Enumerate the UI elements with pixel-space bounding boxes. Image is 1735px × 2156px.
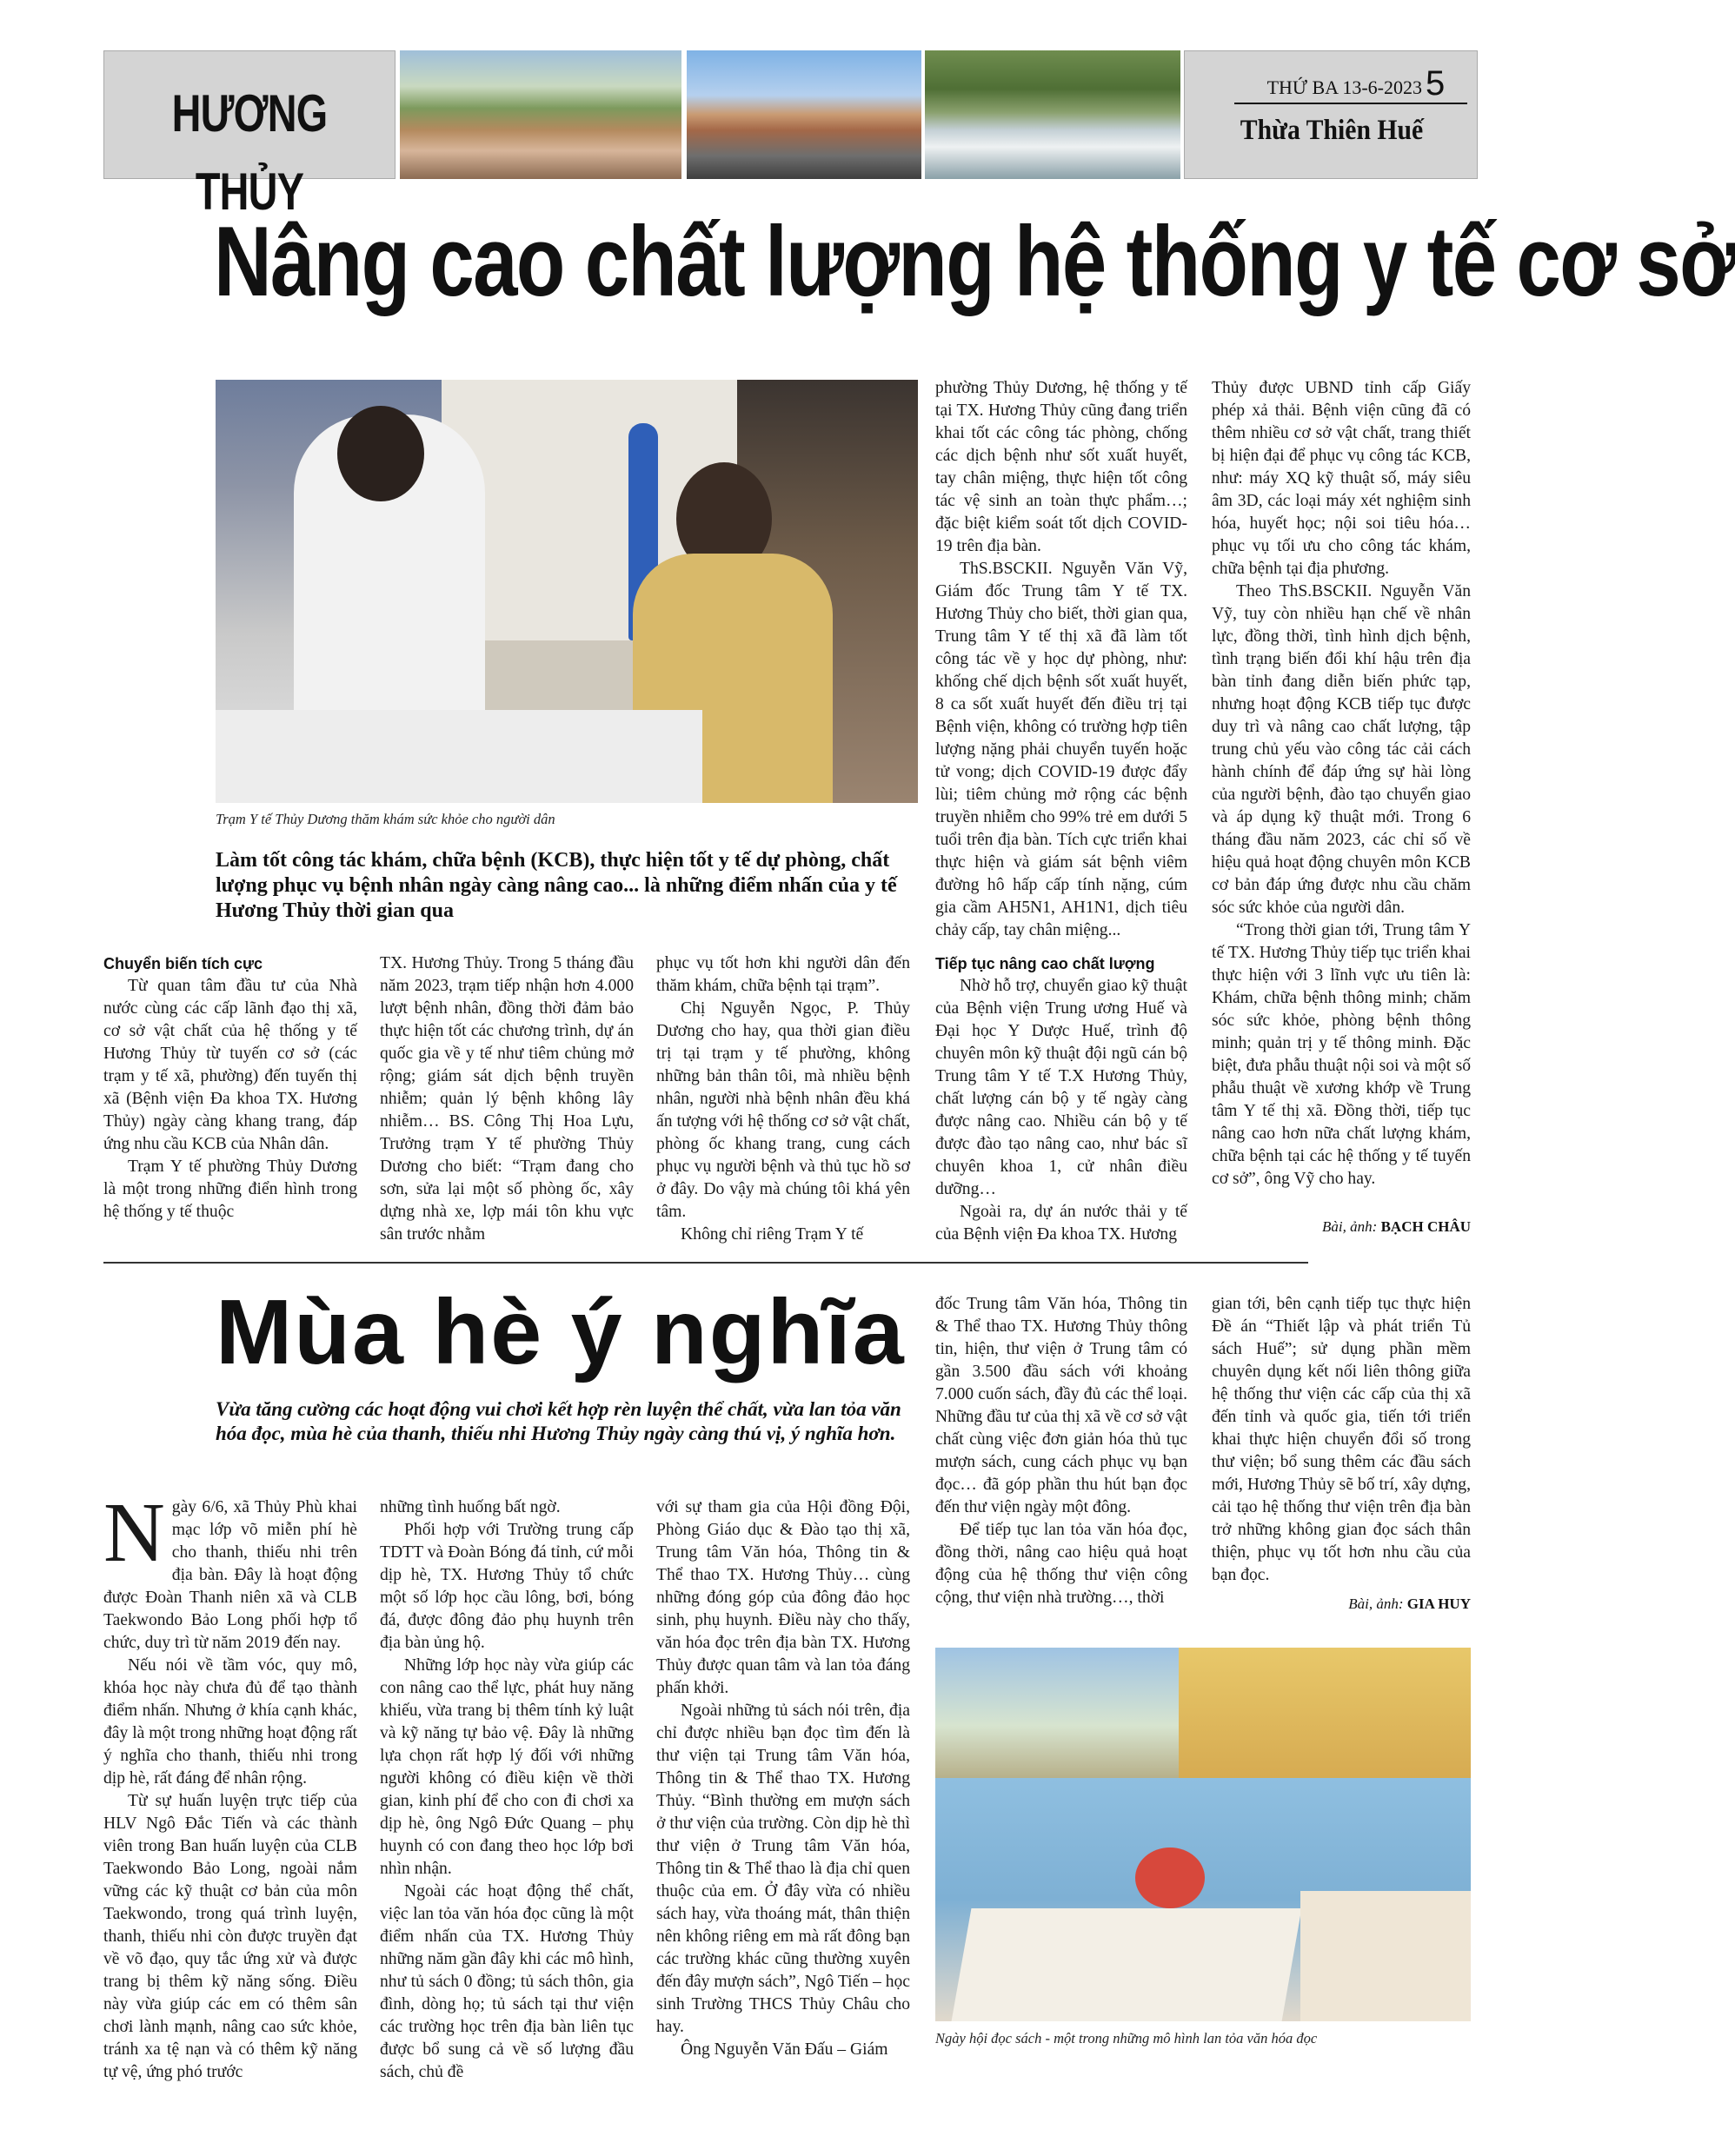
paragraph: phục vụ tốt hơn khi người dân đến thăm khám, chữa bệnh tại trạm”. <box>656 954 910 995</box>
article1-column-top-2 <box>935 377 1187 942</box>
article2-column-3 <box>656 1496 910 2061</box>
article2-column-1 <box>103 1486 357 2084</box>
paragraph: Ngoài các hoạt động thể chất, việc lan tỏa văn hóa đọc cũng là một điểm nhấn của TX. Hương Thủy những năm gần đây khi các mô hình, như tủ sách 0 đồng; tủ sách thôn, gia đình, dòng họ; tủ sách tại thư viện các trường học trên địa bàn liên tục được bổ sung cả về số lượng đầu sách, chủ đề <box>380 1882 634 2081</box>
article2-column-4 <box>935 1293 1187 1609</box>
paragraph: TX. Hương Thủy. Trong 5 tháng đầu năm 2023, trạm tiếp nhận hơn 4.000 lượt bệnh nhân, đồng thời đảm bảo thực hiện tốt các chương trình, dự án quốc gia về y tế như tiêm chủng mở rộng; giám sát dịch bệnh truyền nhiễm; quản lý bệnh không lây nhiễm… BS. Công Thị Hoa Lựu, Trưởng trạm Y tế phường Thủy Dương cho biết: “Trạm đang cho sơn, sửa lại một số phòng ốc, xây dựng nhà xe, lợp mái tôn khu vực sân trước nhằm <box>380 954 634 1244</box>
paragraph: Từ quan tâm đầu tư của Nhà nước cùng các cấp lãnh đạo thị xã, cơ sở vật chất của hệ thống y tế Hương Thủy từ tuyến cơ sở (các trạm y tế xã, phường) đến tuyến thị xã (Bệnh viện Đa khoa TX. Hương Thủy) ngày càng khang trang, đáp ứng nhu cầu KCB của Nhân dân. <box>103 977 357 1153</box>
article-divider <box>103 1262 1308 1264</box>
article1-column-bottom-3 <box>656 952 910 1246</box>
header-photo-festival <box>400 50 681 179</box>
byline-prefix: Bài, ảnh: <box>1322 1218 1381 1235</box>
paragraph: Phối hợp với Trường trung cấp TDTT và Đoàn Bóng đá tỉnh, cứ mỗi dịp hè, TX. Hương Thủy tổ chức một số lớp học cầu lông, bơi, bóng đá, được đông đảo phụ huynh trên địa bàn ủng hộ. <box>380 1521 634 1652</box>
paragraph: “Trong thời gian tới, Trung tâm Y tế TX. Hương Thủy tiếp tục triển khai thực hiện với 3 lĩnh vực ưu tiên là: Khám, chữa bệnh thông minh; chăm sóc sức khỏe, phòng bệnh thông minh; quản trị y tế thông minh. Đặc biệt, đưa phẫu thuật nội soi và một số phẫu thuật về xương khớp về Trung tâm Y tế thị xã. Đồng thời, tiếp tục nâng cao hơn nữa chất lượng khám, chữa bệnh tại các hệ thống y tế tuyến cơ sở”, ông Vỹ cho hay. <box>1212 921 1471 1188</box>
paragraph: Chị Nguyễn Ngọc, P. Thủy Dương cho hay, qua thời gian điều trị tại trạm y tế phường, không những bản thân tôi, mà nhiều bệnh nhân, người nhà bệnh nhân đều khá ấn tượng với hệ thống cơ sở vật chất, phòng ốc khang trang, cung cách phục vụ người bệnh và thủ tục hồ sơ ở đây. Do vậy mà chúng tôi khá yên tâm. <box>656 999 910 1221</box>
article1-column-bottom-2 <box>380 952 634 1246</box>
header-photo-river <box>925 50 1180 179</box>
paragraph: Nếu nói về tầm vóc, quy mô, khóa học này chưa đủ để tạo thành điểm nhấn. Nhưng ở khía cạnh khác, đây là một trong những hoạt động rất ý nghĩa cho thanh, thiếu nhi trong dịp hè, rất đáng để nhân rộng. <box>103 1656 357 1788</box>
article1-lead: Làm tốt công tác khám, chữa bệnh (KCB), thực hiện tốt y tế dự phòng, chất lượng phục vụ bệnh nhân ngày càng nâng cao... là những điểm nhấn của y tế Hương Thủy thời gian qua <box>216 849 897 922</box>
article2-byline <box>1212 1595 1471 1613</box>
page-number: 5 <box>1426 64 1446 103</box>
article1-column-bottom-4 <box>935 952 1187 1246</box>
paragraph: ThS.BSCKII. Nguyễn Văn Vỹ, Giám đốc Trung tâm Y tế TX. Hương Thủy cho biết, thời gian qua, Trung tâm Y tế thị xã đã làm tốt công tác về y học dự phòng, như: khống chế dịch bệnh sốt xuất huyết, 8 ca sốt xuất huyết đến điều trị tại Bệnh viện, không có trường hợp tiên lượng nặng phải chuyển tuyến hoặc tử vong; dịch COVID-19 được đẩy lùi; tiêm chủng mở rộng các bệnh truyền nhiễm cho 99% trẻ em dưới 5 tuổi trên địa bàn. Tích cực triển khai thực hiện và giám sát bệnh viêm đường hô hấp cấp tính nặng, cúm gia cầm AH5N1, AH1N1, dịch tiêu chảy cấp, tay chân miệng... <box>935 560 1187 939</box>
paragraph: Để tiếp tục lan tỏa văn hóa đọc, đồng thời, nâng cao hiệu quả hoạt động của hệ thống thư viện công cộng, thư viện nhà trường…, thời <box>935 1521 1187 1607</box>
masthead-rule <box>1234 103 1467 104</box>
paragraph: Ngoài ra, dự án nước thải y tế của Bệnh viện Đa khoa TX. Hương <box>935 1203 1187 1244</box>
paper-name: Thừa Thiên Huế <box>1240 115 1424 146</box>
paragraph: với sự tham gia của Hội đồng Đội, Phòng Giáo dục & Đào tạo thị xã, Trung tâm Văn hóa, Thông tin & Thể thao TX. Hương Thủy… cùng những đóng góp của đông đảo học sinh, phụ huynh. Điều này cho thấy, văn hóa đọc trên địa bàn TX. Hương Thủy được quan tâm và lan tỏa đáng phấn khởi. <box>656 1498 910 1697</box>
paragraph: Nhờ hỗ trợ, chuyển giao kỹ thuật của Bệnh viện Trung ương Huế và Đại học Y Dược Huế, trình độ chuyên môn kỹ thuật đội ngũ cán bộ Trung tâm Y tế T.X Hương Thủy, chất lượng cán bộ y tế ngày càng được nâng cao. Nhiều cán bộ y tế được đào tạo nâng cao, như bác sĩ chuyên khoa 1, cử nhân điều dưỡng… <box>935 977 1187 1198</box>
paragraph: Trạm Y tế phường Thủy Dương là một trong những điển hình trong hệ thống y tế thuộc <box>103 1158 357 1221</box>
paragraph: Không chỉ riêng Trạm Y tế <box>681 1225 864 1244</box>
header-photo-street <box>687 50 921 179</box>
paragraph: gian tới, bên cạnh tiếp tục thực hiện Đề án “Thiết lập và phát triển Tủ sách Huế”; sử dụng phần mềm chuyên dụng kết nối liên thông giữa hệ thống thư viện các cấp của thị xã đến tỉnh và quốc gia, tiến tới triển khai thực hiện chuyển đổi số trong thư viện; bổ sung thêm các đầu sách mới, Hương Thủy sẽ bố trí, xây dựng, cải tạo hệ thống thư viện trên địa bàn trở những không gian đọc sách thân thiện, phục vụ tốt hơn nhu cầu của bạn đọc. <box>1212 1295 1471 1584</box>
article1-column-bottom-1 <box>103 952 357 1224</box>
article2-column-2 <box>380 1496 634 2084</box>
article1-column-top-3 <box>1212 377 1471 1191</box>
paragraph: Ngoài những tủ sách nói trên, địa chỉ được nhiều bạn đọc tìm đến là thư viện tại Trung tâm Văn hóa, Thông tin & Thể thao TX. Hương Thủy. “Bình thường em mượn sách ở thư viện của trường. Còn dịp hè thì thư viện ở Trung tâm Văn hóa, Thông tin & Thể thao là địa chỉ quen thuộc của em. Ở đây vừa có nhiều sách hay, vừa thoáng mát, thân thiện nên không riêng em mà rất đông bạn các trường khác cũng thường xuyên đến đây mượn sách”, Ngô Tiến – học sinh Trường THCS Thủy Châu cho hay. <box>656 1702 910 2036</box>
byline-prefix: Bài, ảnh: <box>1348 1595 1407 1612</box>
subheading: Tiếp tục nâng cao chất lượng <box>935 955 1155 972</box>
article2-column-5 <box>1212 1293 1471 1587</box>
issue-date: THỨ BA 13-6-2023 <box>1266 76 1422 98</box>
drop-cap: N <box>103 1486 165 1580</box>
article1-byline <box>1212 1218 1471 1236</box>
paragraph: Những lớp học này vừa giúp các con nâng cao thể lực, phát huy năng khiếu, vừa trang bị thêm tính kỷ luật và kỹ năng tự bảo vệ. Đây là những lựa chọn rất hợp lý đối với những người không có điều kiện về thời gian, kinh phí để cho con đi chơi xa dịp hè, ông Ngô Đức Quang – phụ huynh có con đang theo học lớp bơi nhìn nhận. <box>380 1656 634 1878</box>
paragraph-text: gày 6/6, xã Thủy Phù khai mạc lớp võ miễn phí hè cho thanh, thiếu nhi trên địa bàn. Đây là hoạt động được Đoàn Thanh niên xã và CLB Taekwondo Bảo Long phối hợp tổ chức, duy trì từ năm 2019 đến nay. <box>103 1498 357 1652</box>
paragraph: Theo ThS.BSCKII. Nguyễn Văn Vỹ, tuy còn nhiều hạn chế về nhân lực, đồng thời, tình hình dịch bệnh, tình trạng biến đổi khí hậu trên địa bàn tỉnh đang diễn biến phức tạp, nhưng hoạt động KCB tiếp tục được duy trì và nâng cao chất lượng, tập trung chủ yếu vào công tác cải cách hành chính để đáp ứng sự hài lòng của người bệnh, đào tạo chuyển giao và áp dụng kỹ thuật mới. Trong 6 tháng đầu năm 2023, các chỉ số về hiệu quả hoạt động chuyên môn KCB cơ bản đáp ứng được nhu cầu chăm sóc sức khỏe của người dân. <box>1212 582 1471 917</box>
paragraph: những tình huống bất ngờ. <box>380 1498 561 1516</box>
paragraph: Từ sự huấn luyện trực tiếp của HLV Ngô Đắc Tiến và các thành viên trong Ban huấn luyện của CLB Taekwondo Bảo Long, ngoài nắm vững các kỹ thuật cơ bản của môn Taekwondo, trong quá trình luyện, thanh, thiếu nhi còn được truyền đạt về võ đạo, quy tắc ứng xử và được trang bị thêm kỹ năng sống. Điều này vừa giúp các em có thêm sân chơi lành mạnh, nâng cao sức khỏe, tránh xa tệ nạn và có thêm kỹ năng tự vệ, ứng phó trước <box>103 1792 357 2081</box>
subheading: Chuyển biến tích cực <box>103 955 263 972</box>
article1-photo <box>216 380 918 803</box>
byline-author: GIA HUY <box>1406 1595 1471 1612</box>
article2-photo-caption: Ngày hội đọc sách - một trong những mô hình lan tỏa văn hóa đọc <box>935 2030 1318 2047</box>
paragraph: Ông Nguyễn Văn Đấu – Giám <box>681 2040 888 2059</box>
paragraph: Thủy được UBND tỉnh cấp Giấy phép xả thải. Bệnh viện cũng đã có thêm nhiều cơ sở vật chất, trang thiết bị hiện đại để phục vụ công tác KCB, như: máy XQ kỹ thuật số, máy siêu âm 3D, các loại máy xét nghiệm sinh hóa, huyết học; nội soi tiêu hóa… phục vụ tối ưu cho công tác khám, chữa bệnh tại địa phương. <box>1212 379 1471 578</box>
article2-lead: Vừa tăng cường các hoạt động vui chơi kết hợp rèn luyện thể chất, vừa lan tỏa văn hóa đọc, mùa hè của thanh, thiếu nhi Hương Thủy ngày càng thú vị, ý nghĩa hơn. <box>216 1398 901 1444</box>
article1-photo-caption: Trạm Y tế Thủy Dương thăm khám sức khỏe cho người dân <box>216 811 555 827</box>
section-title: HƯƠNG THỦY <box>171 84 328 221</box>
paragraph: phường Thủy Dương, hệ thống y tế tại TX. Hương Thủy cũng đang triển khai tốt các công tác phòng, chống các dịch bệnh như sốt xuất huyết, tay chân miệng, thực hiện tốt công tác vệ sinh an toàn thực phẩm…; đặc biệt kiểm soát tốt dịch COVID-19 trên địa bàn. <box>935 379 1187 555</box>
article2-headline: Mùa hè ý nghĩa <box>216 1281 906 1383</box>
article1-headline: Nâng cao chất lượng hệ thống y tế cơ sở <box>214 207 1735 317</box>
article2-photo <box>935 1648 1471 2021</box>
byline-author: BẠCH CHÂU <box>1380 1218 1471 1235</box>
paragraph: đốc Trung tâm Văn hóa, Thông tin & Thể thao TX. Hương Thủy thông tin, hiện, thư viện ở Trung tâm có gần 3.500 đầu sách với khoảng 7.000 cuốn sách, đầy đủ các thể loại. Những đầu tư của thị xã về cơ sở vật chất cùng việc đơn giản hóa thủ tục mượn sách, cung cách phục vụ bạn đọc… đã góp phần thu hút bạn đọc đến thư viện ngày một đông. <box>935 1295 1187 1516</box>
paragraph <box>103 1486 357 1655</box>
